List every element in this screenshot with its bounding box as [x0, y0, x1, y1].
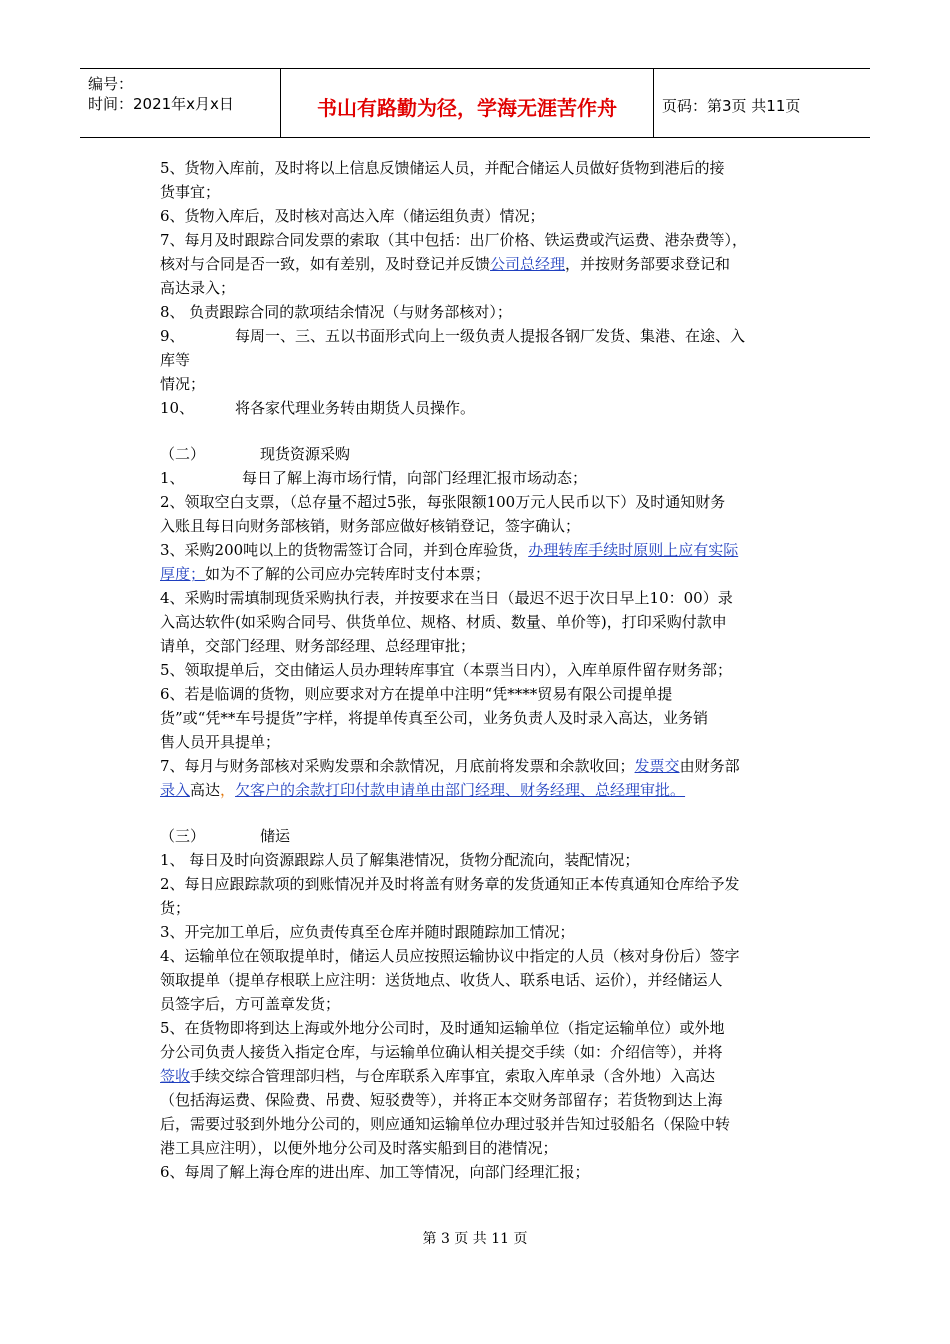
paragraph: 售人员开具提单；: [160, 733, 281, 751]
paragraph: 2、每日应跟踪款项的到账情况并及时将盖有财务章的发货通知正本传真通知仓库给予发: [160, 875, 740, 893]
header-motto-cell: [280, 69, 654, 137]
text: 高达: [190, 781, 221, 799]
paragraph: 货”或“凭**车号提货”字样，将提单传真至公司，业务负责人及时录入高达，业务销: [160, 709, 709, 727]
page-footer: 第 3 页 共 11 页: [422, 1231, 528, 1247]
section-number: （三）: [160, 827, 206, 845]
paragraph: 2、领取空白支票，（总存量不超过5张，每张限额100万元人民币以下）及时通知财务: [160, 493, 726, 511]
entry-link[interactable]: 录入: [160, 781, 191, 799]
text: 手续交综合管理部归档，与仓库联系入库事宜，索取入库单录（含外地）入高达: [190, 1067, 716, 1085]
paragraph: 4、运输单位在领取提单时，储运人员应按照运输协议中指定的人员（核对身份后）签字: [160, 947, 740, 965]
transfer-procedure-link[interactable]: 办理转库手续时原则上应有实际: [528, 541, 739, 559]
paragraph: 货事宜；: [160, 183, 221, 201]
paragraph: 情况；: [160, 375, 206, 393]
invoice-link[interactable]: 发票交: [634, 757, 680, 775]
text: 将各家代理业务转由期货人员操作。: [235, 399, 476, 417]
section-number: （二）: [160, 445, 206, 463]
paragraph: （包括海运费、保险费、吊费、短驳费等），并将正本交财务部留存；若货物到达上海: [160, 1091, 723, 1109]
paragraph: 6、货物入库后，及时核对高达入库（储运组负责）情况；: [160, 207, 545, 225]
paragraph: [160, 396, 810, 420]
paragraph: 5、货物入库前，及时将以上信息反馈储运人员，并配合储运人员做好货物到港后的接: [160, 159, 725, 177]
thickness-link[interactable]: 厚度；: [160, 565, 206, 583]
item-number: 9、: [160, 327, 185, 345]
header-page-cell: [652, 69, 870, 137]
motto-text: 书山有路勤为径，学海无涯苦作舟: [317, 96, 617, 120]
paragraph: 员签字后，方可盖章发货；: [160, 995, 341, 1013]
section-title: 储运: [260, 827, 291, 845]
paragraph: [160, 1064, 810, 1088]
paragraph: 货；: [160, 899, 191, 917]
paragraph: 7、每月及时跟踪合同发票的索取（其中包括：出厂价格、铁运费或汽运费、港杂费等），: [160, 231, 748, 249]
text: 核对与合同是否一致，如有差别，及时登记并反馈: [160, 255, 491, 273]
text: ，并按财务部要求登记和: [565, 255, 731, 273]
paragraph: 高达录入；: [160, 279, 236, 297]
paragraph: 入高达软件(如采购合同号、供货单位、规格、材质、数量、单价等)，打印采购付款申: [160, 613, 727, 631]
text: 7、每月与财务部核对采购发票和余款情况，月底前将发票和余款收回；: [160, 757, 635, 775]
paragraph: 库等: [160, 351, 191, 369]
item-number: 1、: [160, 469, 185, 487]
document-body: [160, 156, 810, 1184]
sign-receipt-link[interactable]: 签收: [160, 1067, 191, 1085]
text: 每日了解上海市场行情，向部门经理汇报市场动态；: [242, 469, 588, 487]
paragraph: 5、领取提单后，交由储运人员办理转库事宜（本票当日内），入库单原件留存财务部；: [160, 661, 733, 679]
payment-approval-link[interactable]: 欠客户的余款打印付款申请单由部门经理、财务经理、总经理审批。: [235, 781, 686, 799]
text: 3、采购200吨以上的货物需签订合同，并到仓库验货，: [160, 541, 529, 559]
comma: ，: [220, 781, 236, 799]
page-header: [80, 68, 870, 138]
paragraph: [160, 252, 810, 276]
text: 如为不了解的公司应办完转库时支付本票；: [205, 565, 491, 583]
paragraph: [160, 466, 810, 490]
paragraph: [160, 754, 810, 778]
paragraph: 6、若是临调的货物，则应要求对方在提单中注明“凭****贸易有限公司提单提: [160, 685, 673, 703]
paragraph: 6、每周了解上海仓库的进出库、加工等情况，向部门经理汇报；: [160, 1163, 590, 1181]
paragraph: 后，需要过驳到外地分公司的，则应通知运输单位办理过驳并告知过驳船名（保险中转: [160, 1115, 731, 1133]
doc-date-label: 时间：2021年x月x日: [88, 95, 234, 113]
page-indicator: 页码：第3页 共11页: [662, 97, 801, 115]
paragraph: 4、采购时需填制现货采购执行表，并按要求在当日（最迟不迟于次日早上10：00）录: [160, 589, 733, 607]
general-manager-link[interactable]: 公司总经理: [490, 255, 566, 273]
item-number: 10、: [160, 399, 195, 417]
paragraph: [160, 538, 810, 562]
paragraph: 3、开完加工单后，应负责传真至仓库并随时跟随踪加工情况；: [160, 923, 575, 941]
text: 每周一、三、五以书面形式向上一级负责人提报各钢厂发货、集港、在途、入: [235, 327, 746, 345]
paragraph: 1、 每日及时向资源跟踪人员了解集港情况，货物分配流向，装配情况；: [160, 851, 640, 869]
paragraph: 8、 负责跟踪合同的款项结余情况（与财务部核对）；: [160, 303, 512, 321]
section-heading: [160, 442, 810, 466]
paragraph: 分公司负责人接货入指定仓库，与运输单位确认相关提交手续（如：介绍信等），并将: [160, 1043, 723, 1061]
paragraph: 请单，交部门经理、财务部经理、总经理审批；: [160, 637, 476, 655]
paragraph: [160, 324, 810, 348]
doc-number-label: 编号：: [88, 75, 134, 93]
paragraph: 领取提单（提单存根联上应注明：送货地点、收货人、联系电话、运价），并经储运人: [160, 971, 723, 989]
paragraph: [160, 562, 810, 586]
paragraph: [160, 778, 810, 802]
header-meta: [80, 69, 280, 137]
section-heading: [160, 824, 810, 848]
section-title: 现货资源采购: [260, 445, 351, 463]
text: 由财务部: [679, 757, 740, 775]
paragraph: 入账且每日向财务部核销，财务部应做好核销登记，签字确认；: [160, 517, 581, 535]
paragraph: 5、在货物即将到达上海或外地分公司时，及时通知运输单位（指定运输单位）或外地: [160, 1019, 725, 1037]
paragraph: 港工具应注明），以便外地分公司及时落实船到目的港情况；: [160, 1139, 558, 1157]
